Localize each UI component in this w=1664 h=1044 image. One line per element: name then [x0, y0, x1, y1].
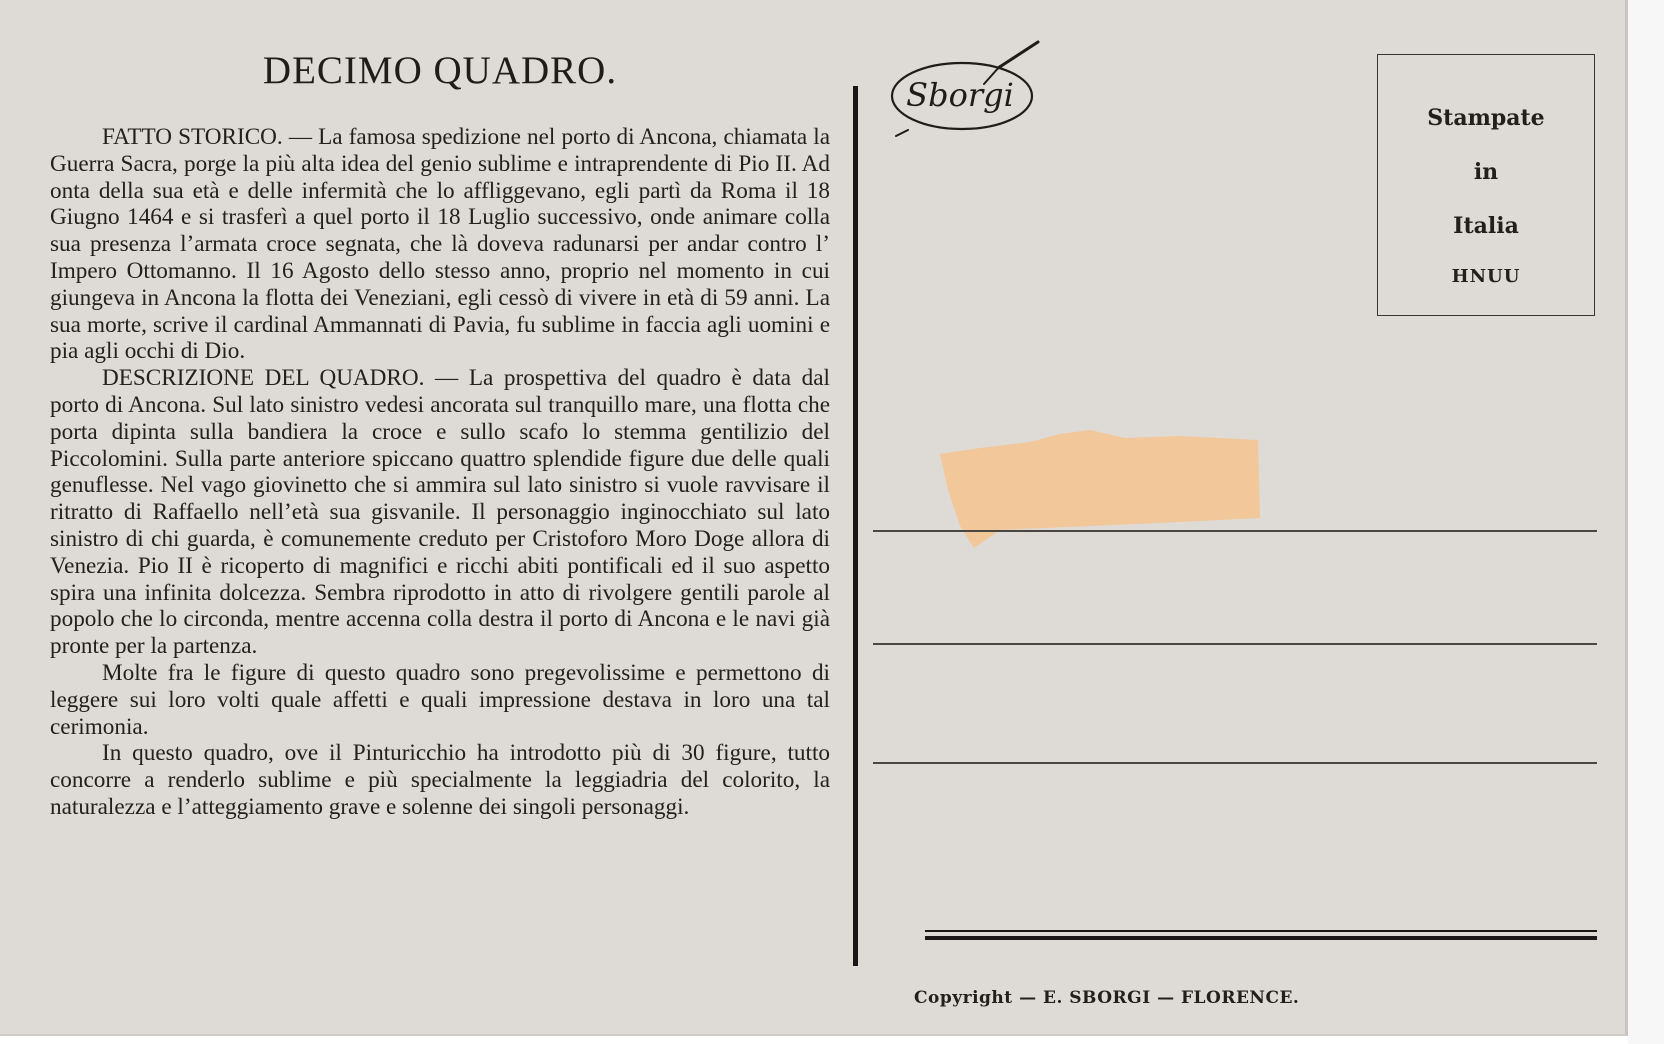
address-line-3: [873, 762, 1597, 764]
paragraph-figure: Molte fra le figure di questo quadro sono pregevolissime e permettono di leggere sui loro volti quale affetti e quali impressione destava in loro una tal cerimonia.: [50, 659, 830, 740]
address-line-2: [873, 643, 1597, 645]
stamp-text-code: HNUU: [1451, 266, 1521, 287]
copyright-text: Copyright — E. SBORGI — FLORENCE.: [914, 988, 1300, 1008]
stamp-text-stampate: Stampate: [1427, 105, 1545, 131]
scan-background: [1628, 0, 1664, 1044]
sborgi-logo-icon: [888, 38, 1048, 142]
logo-signature: Sborgi: [906, 76, 1014, 114]
stamp-text-in: in: [1473, 159, 1499, 185]
center-divider: [853, 86, 858, 966]
paragraph-pinturicchio: In questo quadro, ove il Pinturicchio ha introdotto più di 30 figure, tutto concorre a renderlo sublime e più specialmente la leggiadria del colorito, la naturalezza e l’atteggiamento grave e solenne dei singoli personaggi.: [50, 740, 830, 820]
stamp-text-italia: Italia: [1453, 213, 1519, 239]
address-line-4-thin: [925, 930, 1597, 932]
stamp-box: [1377, 54, 1595, 316]
paragraph-fatto-storico: FATTO STORICO. — La famosa spedizione nel porto di Ancona, chiamata la Guerra Sacra, porge la più alta idea del genio sublime e intraprendente di Pio II. Ad onta della sua età e delle infermità che lo affliggevano, egli partì da Roma il 18 Giugno 1464 e si trasferì a quel porto il 18 Luglio successivo, onde animare colla sua presenza l’armata croce segnata, che là doveva radunarsi per andar contro l’ Impero Ottomanno. Il 16 Agosto dello stesso anno, proprio nel momento in cui giungeva in Ancona la flotta dei Veneziani, egli cessò di vivere in età di 59 anni. La sua morte, scrive il cardinal Ammannati di Pavia, fu sublime in faccia agli uomini e pia agli occhi di Dio.: [50, 124, 830, 365]
paragraph-descrizione: DESCRIZIONE DEL QUADRO. — La prospettiva del quadro è data dal porto di Ancona. Sul lato sinistro vedesi ancorata sul tranquillo mare, una flotta che porta dipinta sulla bandiera la croce e sullo scafo lo stemma gentilizio del Piccolomini. Sulla parte anteriore spiccano quattro splendide figure due delle quali genuflesse. Nel vago giovinetto che si ammira sul lato sinistro si vuole ravvisare il ritratto di Raffaello nell’età sua gisvanile. Il personaggio inginocchiato sul lato sinistro di chi guarda, è comunemente creduto per Cristoforo Moro Doge allora di Venezia. Pio II è ricoperto di magnifici e ricchi abiti pontificali ed il suo aspetto spira una infinita dolcezza. Sembra riprodotto in atto di rivolgere gentili parole al popolo che lo circonda, mentre accenna colla destra il porto di Ancona e le navi già pronte per la partenza.: [50, 365, 830, 660]
page-title: DECIMO QUADRO.: [262, 49, 618, 92]
address-line-4-thick: [925, 936, 1597, 940]
description-text: [50, 124, 830, 821]
address-line-1: [873, 530, 1597, 532]
tape-residue-icon: [940, 430, 1260, 550]
